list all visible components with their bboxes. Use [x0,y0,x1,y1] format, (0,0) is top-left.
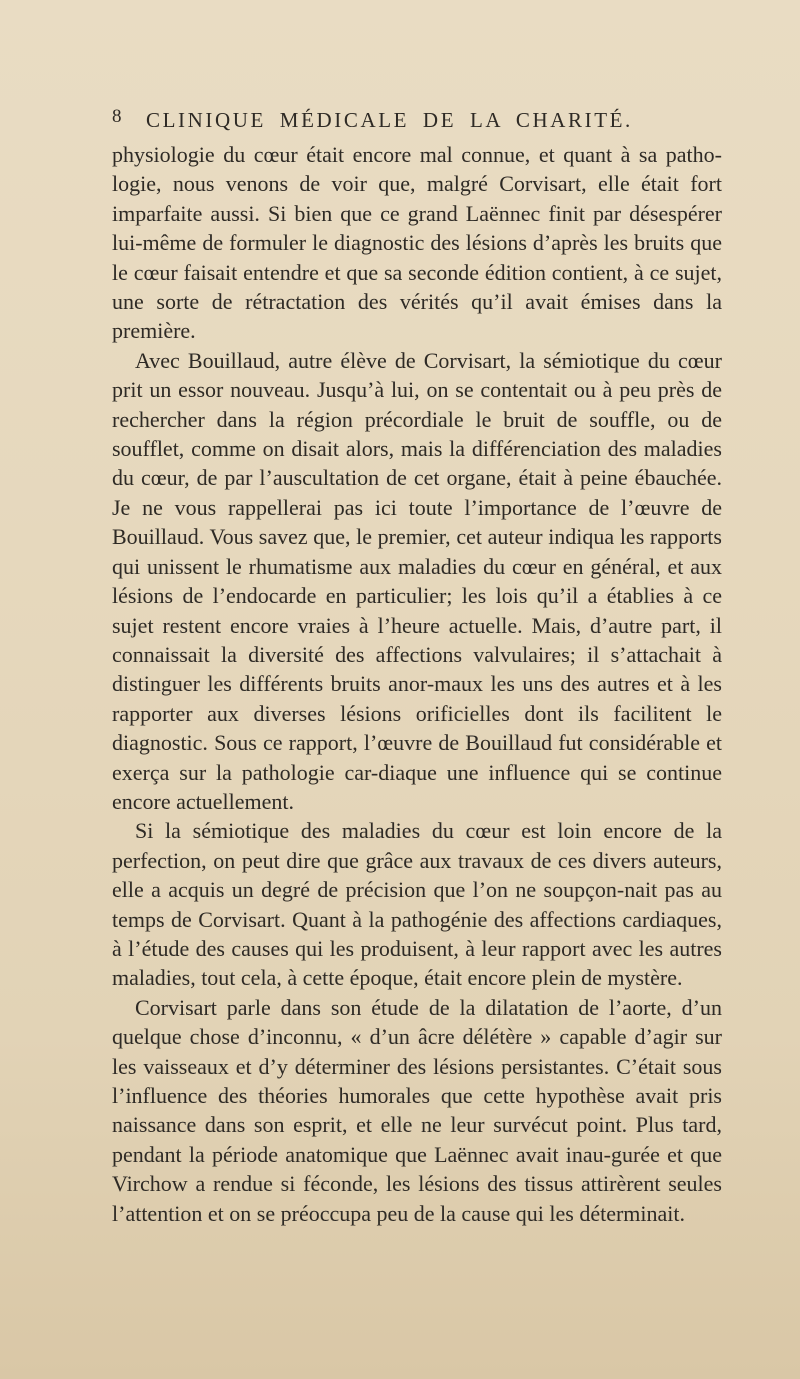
paragraph-3: Si la sémiotique des maladies du cœur est loin encore de la perfection, on peut dire que grâce aux travaux de ces divers auteurs, elle a acquis un degré de précision que l’on ne soupçon-nait pas au temps de Corvisart. Quant à la pathogénie des affections cardiaques, à l’étude des causes qui les produisent, à leur rapport avec les autres maladies, tout cela, à cette époque, était encore plein de mystère. [112,818,722,991]
page-header [112,106,722,140]
paragraph-4: Corvisart parle dans son étude de la dilatation de l’aorte, d’un quelque chose d’inconnu, « d’un âcre délétère » capable d’agir sur les vaisseaux et d’y déterminer des lésions persistantes. C’était sous l’influence des théories humorales que cette hypothèse avait pris naissance dans son esprit, et elle ne leur survécut point. Plus tard, pendant la période anatomique que Laënnec avait inau-gurée et que Virchow a rendue si féconde, les lésions des tissus attirèrent seules l’attention et on se préoccupa peu de la cause qui les déterminait. [112,994,722,1226]
paragraph-1: physiologie du cœur était encore mal connue, et quant à sa patho-logie, nous venons de voir que, malgré Corvisart, elle était fort imparfaite aussi. Si bien que ce grand Laënnec finit par désespérer lui-même de formuler le diagnostic des lésions d’après les bruits que le cœur faisait entendre et que sa seconde édition contient, à ce sujet, une sorte de rétractation des vérités qu’il avait émises dans la première. [112,142,722,344]
paragraph-2: Avec Bouillaud, autre élève de Corvisart, la sémiotique du cœur prit un essor nouveau. Jusqu’à lui, on se contentait ou à peu près de rechercher dans la région précordiale le bruit de souffle, ou de soufflet, comme on disait alors, mais la différenciation des maladies du cœur, de par l’auscultation de cet organe, était à peine ébauchée. Je ne vous rappellerai pas ici toute l’importance de l’œuvre de Bouillaud. Vous savez que, le premier, cet auteur indiqua les rapports qui unissent le rhumatisme aux maladies du cœur en général, et aux lésions de l’endocarde en particulier; les lois qu’il a établies à ce sujet restent encore vraies à l’heure actuelle. Mais, d’autre part, il connaissait la diversité des affections valvulaires; il s’attachait à distinguer les différents bruits anor-maux les uns des autres et à les rapporter aux diverses lésions orificielles dont ils facilitent le diagnostic. Sous ce rapport, l’œuvre de Bouillaud fut considérable et exerça sur la pathologie car-diaque une influence qui se continue encore actuellement. [112,347,722,814]
page-number: 8 [112,106,123,127]
body-text [112,140,722,1228]
running-title: CLINIQUE MÉDICALE DE LA CHARITÉ. [146,108,633,132]
